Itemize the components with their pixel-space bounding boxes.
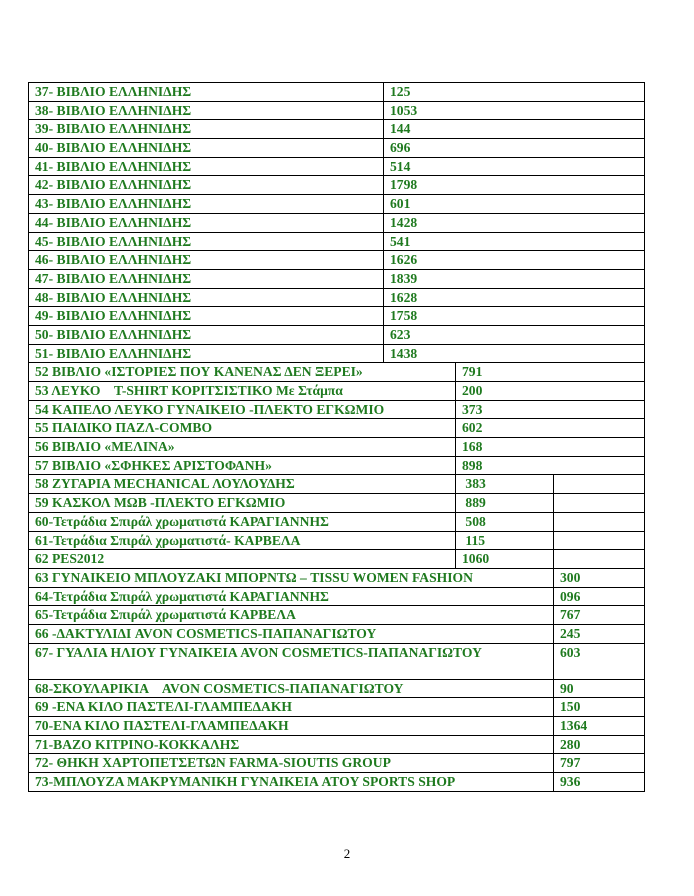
table-row [29,587,645,606]
item-label: 65-Τετράδια Σπιράλ χρωματιστά ΚΑΡΒΕΛΑ [29,606,554,625]
item-label: 66 -ΔΑΚΤΥΛΙΔΙ AVON COSMETICS-ΠΑΠΑΝΑΓΙΩΤΟΥ [29,624,554,643]
item-label: 43- ΒΙΒΛΙΟ ΕΛΛΗΝΙΔΗΣ [29,195,384,214]
item-label: 48- ΒΙΒΛΙΟ ΕΛΛΗΝΙΔΗΣ [29,288,384,307]
item-value: 1758 [384,307,645,326]
item-value: 1364 [554,717,645,736]
table-row [29,754,645,773]
item-label: 37- ΒΙΒΛΙΟ ΕΛΛΗΝΙΔΗΣ [29,83,384,102]
item-label: 68-ΣΚΟΥΛΑΡΙΚΙΑ AVON COSMETICS-ΠΑΠΑΝΑΓΙΩΤΟΥ [29,679,554,698]
table-row [29,717,645,736]
table-row [29,512,645,531]
table-row [29,139,645,158]
table-row [29,251,645,270]
item-value: 280 [554,735,645,754]
item-label: 46- ΒΙΒΛΙΟ ΕΛΛΗΝΙΔΗΣ [29,251,384,270]
item-value: 1798 [384,176,645,195]
item-value: 603 [554,643,645,679]
item-label: 40- ΒΙΒΛΙΟ ΕΛΛΗΝΙΔΗΣ [29,139,384,158]
items-table [28,82,645,792]
item-label: 61-Τετράδια Σπιράλ χρωματιστά- ΚΑΡΒΕΛΑ [29,531,456,550]
item-label: 38- ΒΙΒΛΙΟ ΕΛΛΗΝΙΔΗΣ [29,101,384,120]
table-row [29,382,645,401]
table-row [29,624,645,643]
item-value: 797 [554,754,645,773]
item-value: 602 [456,419,645,438]
item-value: 200 [456,382,645,401]
table-row [29,643,645,679]
item-value: 1839 [384,269,645,288]
table-row [29,606,645,625]
item-label: 70-ΕΝΑ ΚΙΛΟ ΠΑΣΤΕΛΙ-ΓΛΑΜΠΕΔΑΚΗ [29,717,554,736]
table-row [29,101,645,120]
item-value: 150 [554,698,645,717]
table-row [29,307,645,326]
item-value: 1053 [384,101,645,120]
table-row [29,195,645,214]
empty-cell [554,550,645,569]
item-value: 168 [456,438,645,457]
item-value: 623 [384,325,645,344]
table-row [29,494,645,513]
table-row [29,213,645,232]
item-label: 63 ΓΥΝΑΙΚΕΙΟ ΜΠΛΟΥΖΑΚΙ ΜΠΟΡΝΤΩ – TISSU WOMEN FASHION [29,568,554,587]
table-row [29,120,645,139]
item-value: 936 [554,773,645,792]
item-value: 373 [456,400,645,419]
empty-cell [554,531,645,550]
empty-cell [554,475,645,494]
table-row [29,344,645,363]
item-value: 1438 [384,344,645,363]
table-row [29,438,645,457]
item-label: 56 ΒΙΒΛΙΟ «ΜΕΛΙΝΑ» [29,438,456,457]
item-value: 1626 [384,251,645,270]
item-label: 50- ΒΙΒΛΙΟ ΕΛΛΗΝΙΔΗΣ [29,325,384,344]
item-value: 115 [456,531,554,550]
item-label: 69 -ΕΝΑ ΚΙΛΟ ΠΑΣΤΕΛΙ-ΓΛΑΜΠΕΔΑΚΗ [29,698,554,717]
item-value: 791 [456,363,645,382]
item-label: 60-Τετράδια Σπιράλ χρωματιστά ΚΑΡΑΓΙΑΝΝΗΣ [29,512,456,531]
item-value: 144 [384,120,645,139]
item-value: 1060 [456,550,554,569]
item-label: 73-ΜΠΛΟΥΖΑ ΜΑΚΡΥΜΑΝΙΚΗ ΓΥΝΑΙΚΕΙΑ ATOY SPORTS SHOP [29,773,554,792]
item-label: 42- ΒΙΒΛΙΟ ΕΛΛΗΝΙΔΗΣ [29,176,384,195]
table-row [29,419,645,438]
item-label: 44- ΒΙΒΛΙΟ ΕΛΛΗΝΙΔΗΣ [29,213,384,232]
table-row [29,773,645,792]
item-label: 52 ΒΙΒΛΙΟ «ΙΣΤΟΡΙΕΣ ΠΟΥ ΚΑΝΕΝΑΣ ΔΕΝ ΞΕΡΕΙ» [29,363,456,382]
table-row [29,550,645,569]
item-label: 47- ΒΙΒΛΙΟ ΕΛΛΗΝΙΔΗΣ [29,269,384,288]
item-value: 601 [384,195,645,214]
table-row [29,735,645,754]
item-label: 39- ΒΙΒΛΙΟ ΕΛΛΗΝΙΔΗΣ [29,120,384,139]
table-row [29,475,645,494]
item-value: 096 [554,587,645,606]
item-label: 49- ΒΙΒΛΙΟ ΕΛΛΗΝΙΔΗΣ [29,307,384,326]
table-row [29,232,645,251]
item-label: 71-ΒΑΖΟ ΚΙΤΡΙΝΟ-ΚΟΚΚΑΛΗΣ [29,735,554,754]
item-label: 51- ΒΙΒΛΙΟ ΕΛΛΗΝΙΔΗΣ [29,344,384,363]
item-value: 767 [554,606,645,625]
item-value: 696 [384,139,645,158]
table-row [29,679,645,698]
table-row [29,531,645,550]
item-label: 57 ΒΙΒΛΙΟ «ΣΦΗΚΕΣ ΑΡΙΣΤΟΦΑΝΗ» [29,456,456,475]
item-value: 90 [554,679,645,698]
item-label: 45- ΒΙΒΛΙΟ ΕΛΛΗΝΙΔΗΣ [29,232,384,251]
item-value: 541 [384,232,645,251]
item-label: 64-Τετράδια Σπιράλ χρωματιστά ΚΑΡΑΓΙΑΝΝΗΣ [29,587,554,606]
table-row [29,269,645,288]
item-label: 55 ΠΑΙΔΙΚΟ ΠΑΖΛ-COMBO [29,419,456,438]
table-row [29,288,645,307]
table-row [29,568,645,587]
table-row [29,157,645,176]
item-value: 898 [456,456,645,475]
item-label: 53 ΛΕΥΚΟ T-SHIRT ΚΟΡΙΤΣΙΣΤΙΚΟ Με Στάμπα [29,382,456,401]
item-label: 62 PES2012 [29,550,456,569]
item-value: 300 [554,568,645,587]
item-value: 508 [456,512,554,531]
item-value: 1628 [384,288,645,307]
item-value: 889 [456,494,554,513]
item-value: 245 [554,624,645,643]
item-label: 54 ΚΑΠΕΛΟ ΛΕΥΚΟ ΓΥΝΑΙΚΕΙΟ -ΠΛΕΚΤΟ ΕΓΚΩΜΙΟ [29,400,456,419]
item-value: 125 [384,83,645,102]
table-row [29,400,645,419]
item-label: 72- ΘΗΚΗ ΧΑΡΤΟΠΕΤΣΕΤΩΝ FARMA-SIOUTIS GROUP [29,754,554,773]
table-row [29,698,645,717]
table-row [29,176,645,195]
item-label: 59 ΚΑΣΚΟΛ ΜΩΒ -ΠΛΕΚΤΟ ΕΓΚΩΜΙΟ [29,494,456,513]
item-value: 383 [456,475,554,494]
table-row [29,456,645,475]
empty-cell [554,494,645,513]
item-value: 1428 [384,213,645,232]
empty-cell [554,512,645,531]
item-label: 41- ΒΙΒΛΙΟ ΕΛΛΗΝΙΔΗΣ [29,157,384,176]
table-row [29,83,645,102]
table-row [29,363,645,382]
table-row [29,325,645,344]
item-label: 58 ΖΥΓΑΡΙΑ MECHANICAL ΛΟΥΛΟΥΔΗΣ [29,475,456,494]
item-value: 514 [384,157,645,176]
page-number: 2 [343,846,351,861]
item-label: 67- ΓΥΑΛΙΑ ΗΛΙΟΥ ΓΥΝΑΙΚΕΙΑ AVON COSMETICS-ΠΑΠΑΝΑΓΙΩΤΟΥ [29,643,554,679]
